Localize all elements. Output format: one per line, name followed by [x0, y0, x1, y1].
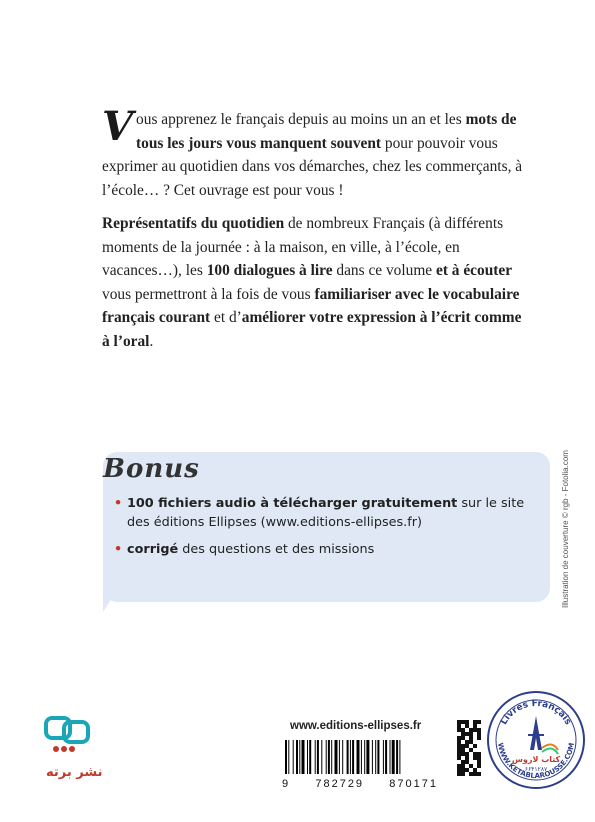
back-cover-text [102, 103, 530, 363]
bullet-icon: • [114, 542, 123, 557]
bonus-title: Bonus [103, 454, 200, 484]
illustration-credit: Illustration de couverture © rgb - Fotolia.com [561, 450, 570, 608]
bonus-item-corrige [112, 540, 532, 559]
stamp-phone: ۶۶۴۱۲۸۷ [524, 766, 548, 773]
isbn-number [282, 778, 438, 790]
intro-paragraph-1 [102, 103, 530, 202]
publisher-url[interactable]: www.editions-ellipses.fr [290, 720, 422, 732]
p2-runs: Représentatifs du quotidien de nombreux Français (à différents moments de la journée : à la maison, en ville, à l’école, en vacances…), les 100 dialogues à lire dans ce volume et à écouter vous permettront à la fois de vous familiariser avec le vocabulaire français courant et d’améliorer votre expression à l’écrit comme à l’oral. [102, 215, 522, 350]
bonus-list [112, 494, 532, 567]
bonus-item-1-text: 100 fichiers audio à télécharger gratuitement sur le site des éditions Ellipses (www.editions-ellipses.fr) [127, 496, 525, 530]
qr-code-icon [456, 720, 482, 776]
drop-cap: V [102, 103, 134, 150]
bonus-item-2-text: corrigé des questions et des missions [127, 542, 375, 557]
isbn-part-1: 9 [282, 778, 291, 790]
intro-paragraph-2 [102, 212, 530, 353]
bullet-icon: • [114, 496, 123, 511]
stamp-text-top: Livres Français [499, 698, 573, 727]
speech-bubbles-icon [44, 716, 104, 786]
stamp-center: كتاب لاروس [511, 755, 561, 764]
publisher-logo-text: نشر برته [46, 765, 103, 780]
publisher-logo [44, 716, 104, 786]
p1-runs: ous apprenez le français depuis au moins un an et les mots de tous les jours vous manquent souvent pour pouvoir vous exprimer au quotidien dans vos démarches, chez les commerçants, à l’école… ? Cet ouvrage est pour vous ! [102, 111, 523, 199]
bonus-item-audio [112, 494, 532, 532]
isbn-part-2: 782729 [315, 778, 365, 790]
isbn-part-3: 870171 [389, 778, 438, 790]
stamp-text-bottom: WWW.KETABLAROUSSE.COM [495, 742, 576, 781]
bookseller-stamp [486, 690, 586, 790]
speech-bubble-tail [103, 590, 117, 612]
barcode [285, 740, 435, 774]
